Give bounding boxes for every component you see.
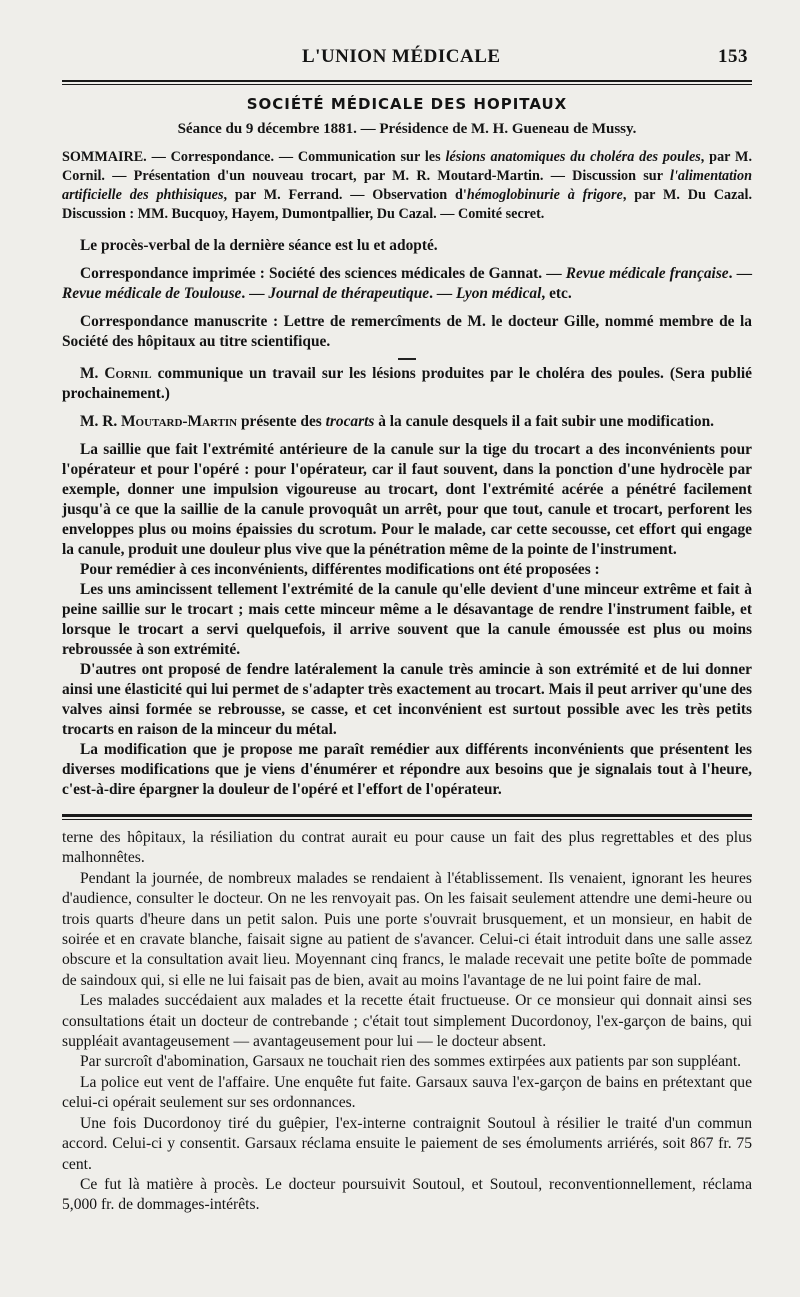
corr-imprimee-revue-2: Revue médicale de Toulouse bbox=[62, 285, 242, 302]
feuilleton-paragraph-2: Pendant la journée, de nombreux malades se rendaient à l'établissement. Ils venaient, ignorant les heures d'audience, consulter le docteur. On ne les renvoyait pas. On les faisait seulement attendre une demi-heure ou trois quarts d'heure dans un petit salon. Puis une porte s'ouvrait brusquement, et un monsieur, en habit de soirée et en cravate blanche, faisait signe au patient de s'avancer. Celui-ci était introduit dans une salle assez obscure et la consultation avait lieu. Moyennant cinq francs, le malade recevait une petite boîte de pommade de saindoux qui, si elle ne lui faisait pas de bien, avait au moins l'avantage de ne lui point faire de mal. bbox=[62, 869, 752, 989]
feuilleton-paragraph-3: Les malades succédaient aux malades et la recette était fructueuse. Or ce monsieur qui donnait ainsi ses consultations était un docteur de contrebande ; c'était tout simplement Ducordonoy, l'ex-garçon de bains, qui suppléait avantageusement — avantageusement pour lui — le docteur absent. bbox=[62, 992, 752, 1051]
correspondance-imprimee bbox=[62, 264, 752, 304]
corr-imprimee-revue-4: Lyon médical bbox=[456, 285, 542, 302]
cornil-text: communique un travail sur les lésions produites par le choléra des poules. (Sera publié prochainement.) bbox=[62, 365, 752, 402]
running-head bbox=[62, 46, 752, 74]
feuilleton-paragraph-5: La police eut vent de l'affaire. Une enquête fut faite. Garsaux sauva l'ex-garçon de bains en prétextant que celui-ci opérait seulement sur ses ordonnances. bbox=[62, 1073, 752, 1112]
moutard-text-a: présente des bbox=[237, 413, 326, 430]
sommaire-text-3: , par M. Ferrand. — Observation d' bbox=[223, 187, 467, 203]
sommaire-text-4: , par M. Du Cazal. Discussion : MM. Bucquoy, Hayem, Dumontpallier, Du Cazal. — Comité secret. bbox=[62, 187, 752, 222]
paragraph-3: Les uns amincissent tellement l'extrémité de la canule qu'elle devient d'une minceur extrême et fait à peine saillie sur le trocart ; mais cette minceur même a le désavantage de rendre l'instrument faible, et lorsque le trocart a servi quelquefois, il arrive souvent que la canule émoussée est plus ou moins rebroussée à son extrémité. bbox=[62, 581, 752, 658]
society-title: SOCIÉTÉ MÉDICALE DES HOPITAUX bbox=[246, 95, 568, 113]
feuilleton-paragraph-4: Par surcroît d'abomination, Garsaux ne touchait rien des sommes extirpées aux patients par son suppléant. bbox=[80, 1053, 742, 1071]
feuilleton-paragraph-7: Ce fut là matière à procès. Le docteur poursuivit Soutoul, et Soutoul, reconventionnellement, réclama 5,000 fr. de dommages-intérêts. bbox=[62, 1175, 752, 1214]
header-rule bbox=[62, 80, 752, 85]
section-separator bbox=[398, 358, 416, 360]
minutes-body bbox=[62, 236, 752, 800]
correspondance-manuscrite: Correspondance manuscrite : Lettre de remercîments de M. le docteur Gille, nommé membre de la Société des hôpitaux au titre scientifique. bbox=[62, 313, 752, 350]
seance-line: Séance du 9 décembre 1881. — Présidence de M. H. Gueneau de Mussy. bbox=[177, 121, 637, 137]
corr-sep-2: . — bbox=[241, 285, 269, 302]
moutard-text-b: à la canule desquels il a fait subir une modification. bbox=[374, 413, 714, 430]
paragraph-4: D'autres ont proposé de fendre latéralement la canule très amincie à son extrémité et de lui donner ainsi une élasticité qui lui permet de s'adapter très exactement au trocart. Mais il peut arriver qu'une des valves ainsi formée se rebrousse, se casse, et cet inconvénient est surtout possible avec les très petits trocarts en raison de la minceur du métal. bbox=[62, 661, 752, 738]
moutard-paragraph bbox=[62, 412, 752, 432]
feuilleton-paragraph-6: Une fois Ducordonoy tiré du guêpier, l'ex-interne contraignit Soutoul à résilier le traité d'un commun accord. Celui-ci y consentit. Garsaux réclama ensuite le paiement de ses émoluments arriérés, soit 867 fr. 75 cent. bbox=[62, 1114, 752, 1173]
corr-sep-3: . — bbox=[429, 285, 457, 302]
corr-sep-4: , etc. bbox=[541, 285, 572, 302]
paragraph-5: La modification que je propose me paraît remédier aux différents inconvénients que présentent les diverses modifications que je viens d'énumérer et répondre aux besoins que je signalais tout à l'heure, c'est-à-dire épargner la douleur de l'opéré et l'effort de l'opérateur. bbox=[62, 741, 752, 798]
sommaire bbox=[62, 148, 752, 224]
proces-verbal: Le procès-verbal de la dernière séance est lu et adopté. bbox=[80, 237, 438, 254]
sommaire-italic-1: lésions anatomiques du choléra des poules bbox=[445, 149, 701, 165]
moutard-italic: trocarts bbox=[325, 413, 375, 430]
corr-imprimee-revue-3: Journal de thérapeutique bbox=[268, 285, 430, 302]
paragraph-2: Pour remédier à ces inconvénients, différentes modifications ont été proposées : bbox=[80, 561, 600, 578]
corr-sep-1: . — bbox=[728, 265, 752, 282]
paragraph-1: La saillie que fait l'extrémité antérieure de la canule sur la tige du trocart a des inconvénients pour l'opérateur et pour l'opéré : pour l'opérateur, car il faut souvent, dans la ponction d'une hydrocèle par exemple, donner une impulsion vigoureuse au trocart, dont l'extrémité acérée a pénétré facilement jusqu'à ce que la saillie de la canule provoquât un arrêt, pour que tout, canule et trocart, perforent les enveloppes plus ou moins épaissies du scrotum. Pour le malade, car cette secousse, cet effort qui engage la canule, produit une douleur plus vive que la pénétration même de la pointe de l'instrument. bbox=[62, 441, 752, 558]
feuilleton bbox=[62, 828, 752, 1216]
sommaire-label: SOMMAIRE. bbox=[62, 149, 147, 165]
moutard-name: M. R. Moutard-Martin bbox=[80, 413, 238, 430]
page-number: 153 bbox=[718, 46, 748, 67]
cornil-paragraph bbox=[62, 364, 752, 404]
sommaire-text-1: — Correspondance. — Communication sur les bbox=[146, 149, 446, 165]
corr-imprimee-revue-1: Revue médicale française bbox=[565, 265, 729, 282]
journal-title: L'UNION MÉDICALE bbox=[302, 46, 501, 67]
sommaire-italic-2: l'alimentation artificielle des phthisiques bbox=[62, 168, 752, 203]
cornil-name: M. Cornil bbox=[80, 365, 152, 382]
feuilleton-rule bbox=[62, 814, 752, 820]
feuilleton-paragraph-1: terne des hôpitaux, la résiliation du contrat aurait eu pour cause un fait des plus regrettables et des plus malhonnêtes. bbox=[62, 829, 752, 867]
sommaire-text-2: , par M. Cornil. — Présentation d'un nouveau trocart, par M. R. Moutard-Martin. — Discussion sur bbox=[62, 149, 752, 184]
corr-imprimee-lead: Correspondance imprimée : Société des sciences médicales de Gannat. — bbox=[80, 265, 566, 282]
sommaire-italic-3: hémoglobinurie à frigore bbox=[466, 187, 623, 203]
